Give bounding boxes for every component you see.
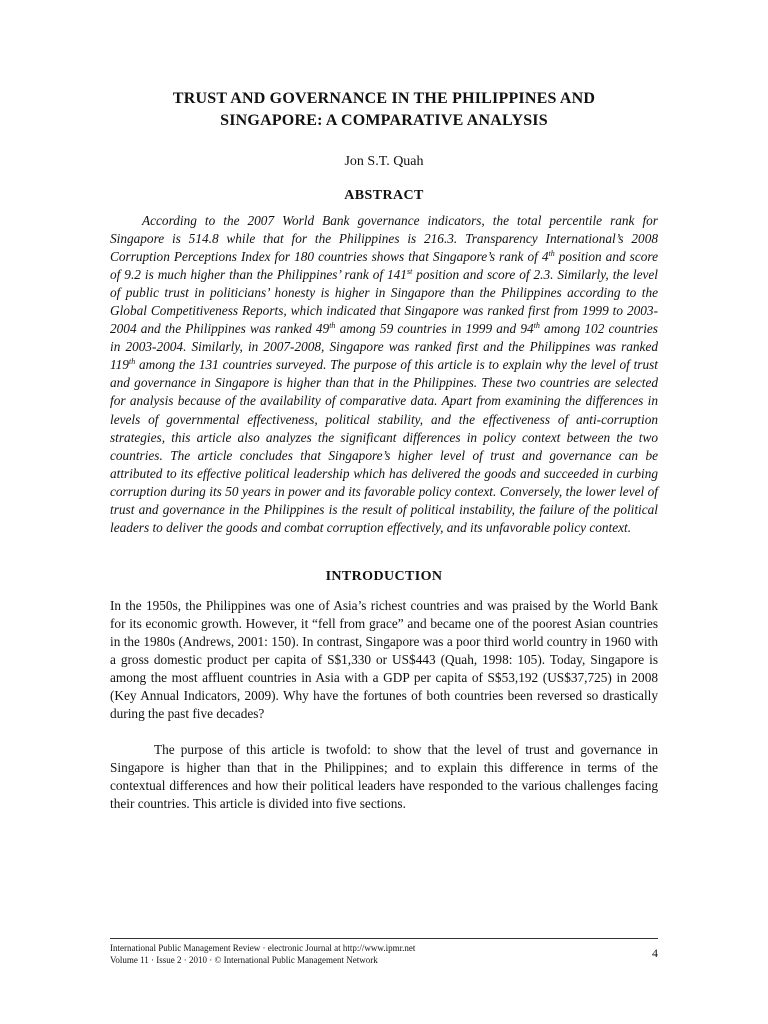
- abstract-part: among 59 countries in 1999 and 94: [335, 321, 534, 337]
- ordinal-suffix: th: [533, 321, 540, 331]
- abstract-text: [110, 212, 658, 537]
- introduction-heading: INTRODUCTION: [325, 568, 443, 584]
- ordinal-suffix: st: [406, 267, 413, 277]
- footer-journal-line: International Public Management Review · electronic Journal at http://www.ipmr.net: [110, 943, 416, 953]
- abstract-part: among 102 countries in 2003-2004. Similarly, in 2007-2008, Singapore was ranked first and the Philippines was ranked 119: [110, 321, 658, 373]
- abstract-part: position and score of 9.2 is much higher than the Philippines’ rank of 141: [110, 249, 658, 283]
- ordinal-suffix: th: [329, 321, 336, 331]
- page-number: 4: [652, 946, 658, 960]
- author-name: Jon S.T. Quah: [344, 154, 424, 169]
- abstract-part: position and score of 2.3. Similarly, the level of public trust in politicians’ honesty is higher in Singapore than the Philippines according to the Global Competitiveness Reports, which indicated that Singapore was ranked first from 1999 to 2003-2004 and the Philippines was ranked 49: [110, 267, 658, 337]
- introduction-paragraph-1: In the 1950s, the Philippines was one of Asia’s richest countries and was praised by the World Bank for its economic growth. However, it “fell from grace” and became one of the poorest Asian countries in the 1980s (Andrews, 2001: 150). In contrast, Singapore was a poor third world country in 1960 with a gross domestic product per capita of S$1,330 or US$443 (Quah, 1998: 105). Today, Singapore is among the most affluent countries in Asia with a GDP per capita of S$53,192 (US$37,725) in 2008 (Key Annual Indicators, 2009). Why have the fortunes of both countries been reversed so drastically during the past five decades?: [110, 597, 658, 722]
- paper-page: [110, 88, 658, 827]
- paper-title: [110, 88, 658, 132]
- footer-volume-line: Volume 11 · Issue 2 · 2010 · © International Public Management Network: [110, 955, 378, 965]
- abstract-part: According to the 2007 World Bank governance indicators, the total percentile rank for Singapore is 514.8 while that for the Philippines is 216.3. Transparency International’s 2008 Corruption Perceptions Index for 180 countries shows that Singapore’s rank of 4: [110, 213, 658, 265]
- footer-divider: [110, 938, 658, 939]
- title-line-2: SINGAPORE: A COMPARATIVE ANALYSIS: [220, 112, 548, 129]
- abstract-heading: ABSTRACT: [344, 188, 424, 203]
- ordinal-suffix: th: [548, 249, 555, 259]
- page-footer: [110, 942, 658, 966]
- introduction-paragraph-2: The purpose of this article is twofold: to show that the level of trust and governance in Singapore is higher than that in the Philippines; and to explain this difference in terms of the contextual differences and how their political leaders have responded to the various challenges facing their countries. This article is divided into five sections.: [110, 742, 658, 812]
- abstract-part: among the 131 countries surveyed. The purpose of this article is to explain why the level of trust and governance in Singapore is higher than that in the Philippines. These two countries are selected for analysis because of the availability of comparative data. Apart from examining the differences in levels of governmental effectiveness, political stability, and the effectiveness of anti-corruption strategies, this article also analyzes the significant differences in policy context between the two countries. The article concludes that Singapore’s higher level of trust and governance can be attributed to its effective political leadership which has delivered the goods and succeeded in curbing corruption during its 50 years in power and its favorable policy context. Conversely, the lower level of trust and governance in the Philippines is the result of political instability, the failure of the political leaders to deliver the goods and combat corruption effectively, and its unfavorable policy context.: [110, 357, 658, 535]
- title-line-1: TRUST AND GOVERNANCE IN THE PHILIPPINES AND: [172, 90, 596, 107]
- ordinal-suffix: th: [128, 357, 136, 367]
